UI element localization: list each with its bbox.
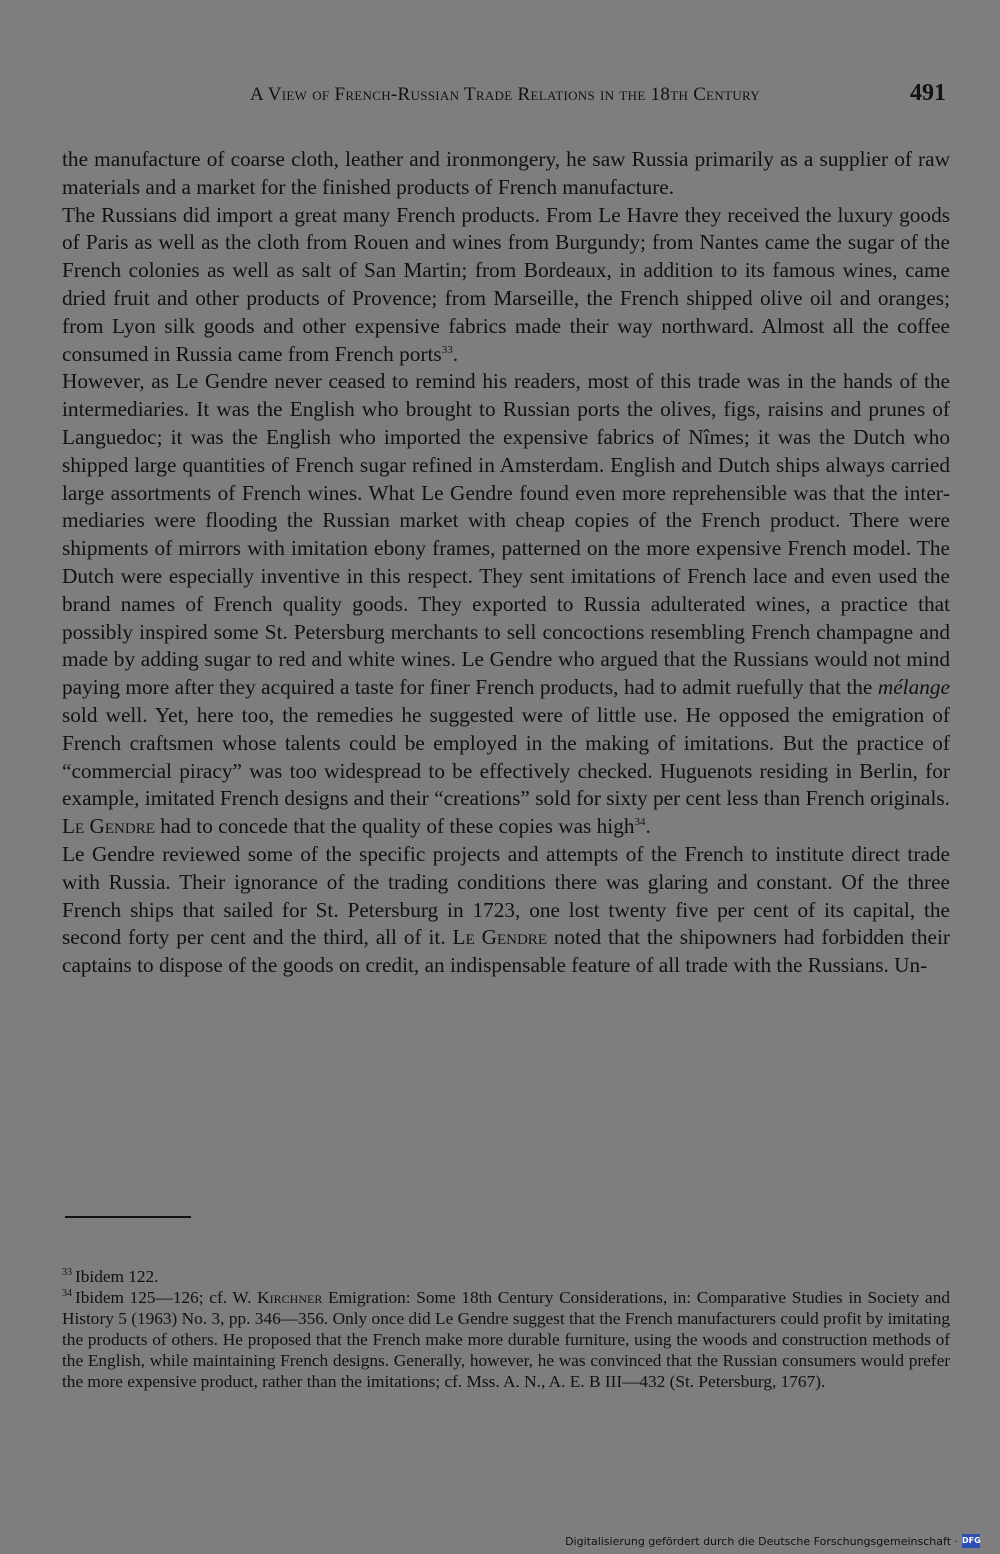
footnote-divider	[65, 1216, 191, 1218]
paragraph-4-text-b: noted that the shipowners had forbidden their captains to dispose of the goods on credit, an indispensable feature of all trade with the Russians. Un-	[62, 925, 951, 978]
footnote-34-text-b: Emigration: Some 18th Century Considerations, in: Comparative Studies in Society and History 5 (1963) No. 3, pp. 346—356. Only once did Le Gendre suggest that the French manufacturers could profit by imitating the products of others. He proposed that the French make more durable furniture, using the woods and construction methods of the English, while maintaining French designs. Generally, however, he was convinced that the Russian consumers would prefer the more expensive product, rather than the imitations; cf. Mss. A. N., A. E. B III—432 (St. Petersburg, 1767).	[62, 1288, 950, 1391]
body-text	[62, 146, 950, 980]
paragraph-3: However, as Le Gendre never ceased to remind his readers, most of this trade was in the hands of the intermediaries. It was the English who brought to Russian ports the olives, figs, raisins and prunes of Languedoc; it was the English who imported the expensive fabrics of Nîmes; it was the Dutch who shipped large quantities of French sugar refined in Amsterdam. English and Dutch ships always carried large assortments of French wines. What Le Gendre found even more reprehensible was that the intermediaries were flooding the Russian market with cheap copies of the French product. There were shipments of mirrors with imitation ebony frames, patterned on the more expensive French model. The Dutch were especially inventive in this respect. They sent imitations of French lace and even used the brand names of French quality goods. They exported to Russia adulterated wines, a practice that possibly inspired some St. Petersburg merchants to sell concoctions resembling French champagne and made by adding sugar to red and white wines. Le Gendre who argued that the Russians would not mind paying more after they acquired a taste for finer French products, had to admit ruefully that the mélange sold well. Yet, here too, the remedies he suggested were of little use. He opposed the emigration of French craftsmen whose talents could be employed in the making of imitations. But the practice of “commercial piracy” was too widespread to be effectively checked. Huguenots residing in Berlin, for example, imitated French designs and their “creations” sold for sixty per cent less than French originals. Le Gendre had to concede that the quality of these copies was high$^{34}$.	[62, 369, 950, 839]
running-title: A View of French-Russian Trade Relations in the 18th Century	[250, 84, 760, 105]
footnote-33	[62, 1266, 950, 1287]
digitization-credit: Digitalisierung gefördert durch die Deutsche Forschungsgemeinschaft ·	[565, 1535, 958, 1548]
paragraph-4	[62, 841, 950, 980]
footnote-34-mark: 34	[62, 1288, 72, 1300]
dfg-logo: DFG	[962, 1534, 980, 1548]
paragraph-1: the manufacture of coarse cloth, leather and ironmongery, he saw Russia primarily as a supplier of raw materials and a market for the finished products of French manufacture.	[62, 147, 950, 199]
paragraph-3-text-c: had to concede that the quality of these copies was high	[160, 814, 635, 839]
footnote-ref-34[interactable]: 34	[634, 816, 646, 829]
paragraph-3-text-a: However, as Le Gendre never ceased to remind his readers, most of this trade was in the hands of the intermediaries. It was the English who brought to Russian ports the olives, figs, raisins and prunes of Languedoc; it was the English who imported the expensive fabrics of Nîmes; it was the Dutch who shipped large quantities of French sugar refined in Amsterdam. English and Dutch ships always carried large assortments of French wines. What Le Gendre found even more reprehensible was that the intermediaries were flooding the Russian market with cheap copies of the French product. There were shipments of mirrors with imitation ebony frames, patterned on the more expensive French model. The Dutch were especially inventive in this respect. They sent imitations of French lace and even used the brand names of French quality goods. They exported to Russia adulterated wines, a practice that possibly inspired some St. Petersburg merchants to sell concoctions resembling French champagne and made by adding sugar to red and white wines. Le Gendre who argued that the Russians would not mind paying more after they acquired a taste for finer French products, had to admit ruefully that the	[62, 369, 950, 700]
footnotes	[62, 1266, 950, 1392]
footnote-ref-33[interactable]: 33	[441, 343, 453, 356]
paragraph-3-author-name: Le Gendre	[62, 814, 155, 839]
footnote-33-mark: 33	[62, 1267, 72, 1279]
paragraph-4-text-a: Le Gendre reviewed some of the specific projects and attempts of the French to institute direct trade with Russia. Their ignorance of the trading conditions there was glaring and constant. Of the three French ships that sailed for St. Petersburg in 1723, one lost twenty five per cent of its capital, the second forty per cent and the third, all of it.	[62, 841, 950, 950]
footnote-34	[62, 1287, 950, 1392]
footnote-34-text-a: Ibidem 125—126; cf. W.	[75, 1288, 252, 1307]
page-number: 491	[910, 80, 946, 106]
paragraph-3-text-b: sold well. Yet, here too, the remedies he suggested were of little use. He opposed the emigration of French craftsmen whose talents could be employed in the making of imitations. But the practice of “commercial piracy” was too widespread to be effectively checked. Huguenots residing in Berlin, for example, imitated French designs and their “creations” sold for sixty per cent less than French originals.	[62, 702, 950, 811]
paragraph-2: The Russians did import a great many French products. From Le Havre they received the luxury goods of Paris as well as the cloth from Rouen and wines from Burgundy; from Nantes came the sugar of the French colonies as well as salt of San Martin; from Bordeaux, in addition to its famous wines, came dried fruit and other products of Provence; from Marseille, the French shipped olive oil and oranges; from Lyon silk goods and other expensive fabrics made their way northward. Almost all the coffee consumed in Russia came from French ports$^{33}$.	[62, 202, 950, 366]
footnote-34-author-name: Kirchner	[257, 1288, 323, 1307]
paragraph-2-text: The Russians did import a great many French products. From Le Havre they received the luxury goods of Paris as well as the cloth from Rouen and wines from Burgundy; from Nantes came the sugar of the French colonies as well as salt of San Martin; from Bordeaux, in addition to its famous wines, came dried fruit and other products of Provence; from Marseille, the French shipped olive oil and oranges; from Lyon silk goods and other expensive fabrics made their way northward. Almost all the coffee consumed in Russia came from French ports	[62, 202, 950, 366]
paragraph-4-author-name: Le Gendre	[452, 925, 547, 950]
paragraph-3-italic-term: mélange	[877, 675, 950, 700]
footnote-33-text: Ibidem 122.	[75, 1267, 159, 1286]
